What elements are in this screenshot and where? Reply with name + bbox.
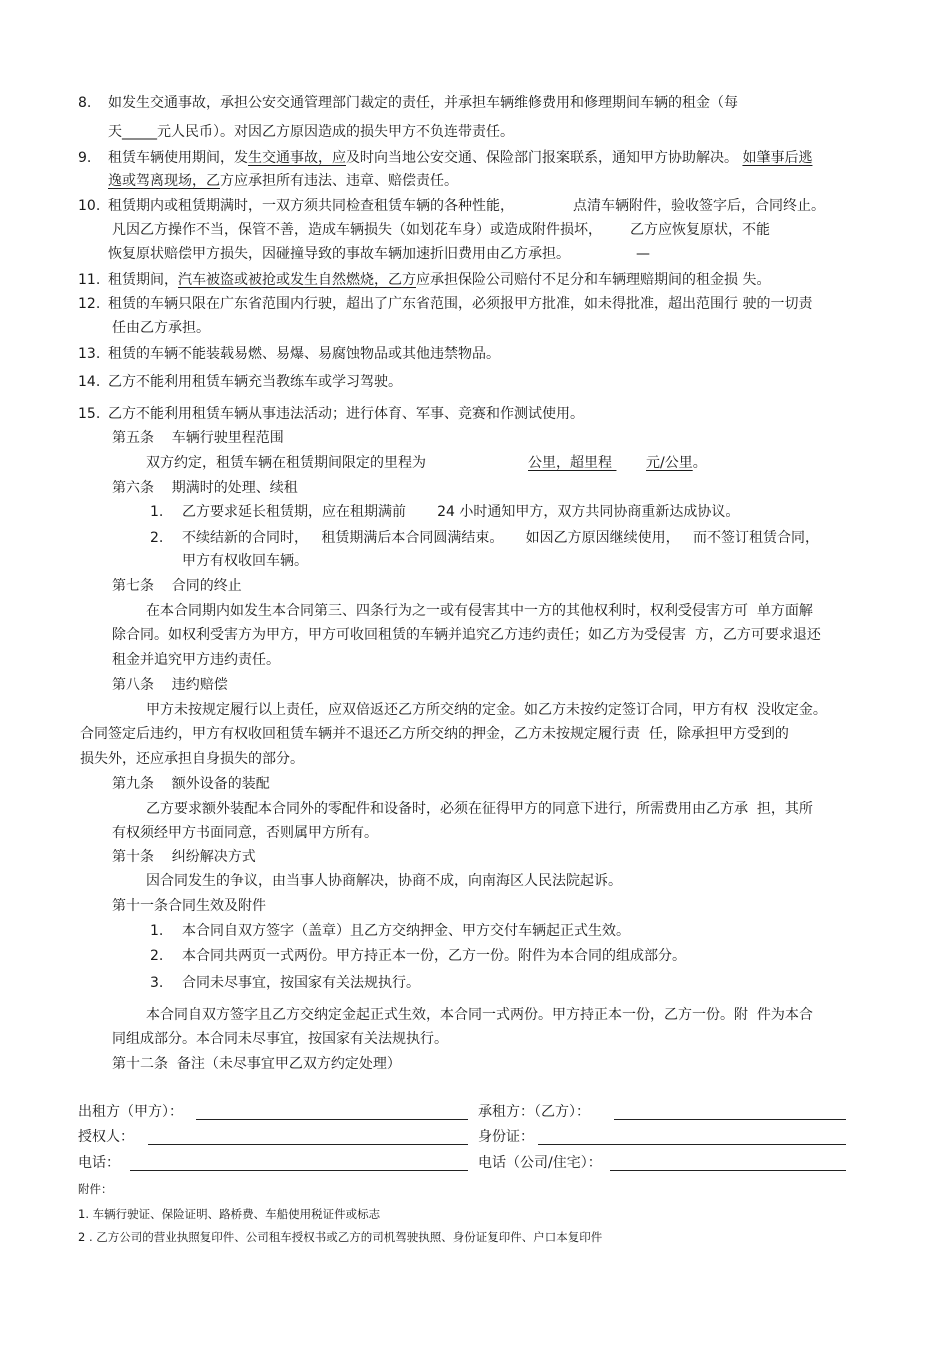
item-11-number: 11. <box>78 272 101 288</box>
attachment-1: 1. 车辆行驶证、保险证明、路桥费、车船使用税证件或标志 <box>78 1207 381 1221</box>
article-11-p3-number: 3. <box>150 975 164 991</box>
article-6-p1: 乙方要求延长租赁期，应在租期满前 24 小时通知甲方，双方共同协商重新达成协议。 <box>182 504 740 520</box>
item-10-line-2a: 凡因乙方操作不当，保管不善，造成车辆损失（如划花车身）或造成附件损坏， <box>112 222 602 238</box>
item-11-line <box>108 270 770 290</box>
article-5-text-b <box>528 453 707 473</box>
article-11-p1: 本合同自双方签字（盖章）且乙方交纳押金、甲方交付车辆起正式生效。 <box>182 923 630 939</box>
article-10-heading: 第十条 纠纷解决方式 <box>112 849 256 865</box>
article-6-p2-number: 2. <box>150 530 164 546</box>
attachment-2: 2 . 乙方公司的营业执照复印件、公司租车授权书或乙方的司机驾驶执照、身份证复印件、户口本复印件 <box>78 1230 603 1244</box>
item-12-line-1: 租赁的车辆只限在广东省范围内行驶，超出了广东省范围，必须报甲方批准，如未得批准，超出范围行 驶的一切责 <box>108 296 813 312</box>
phone-company-home-label: 电话（公司/住宅）： <box>478 1155 602 1171</box>
item-11-text-a: 租赁期间， <box>108 272 178 288</box>
article-8-heading: 第八条 违约赔偿 <box>112 677 228 693</box>
article-7-heading: 第七条 合同的终止 <box>112 578 242 594</box>
item-10-line-3a: 恢复原状赔偿甲方损失，因碰撞导致的事故车辆加速折旧费用由乙方承担。 <box>108 246 570 262</box>
article-9-line-1: 乙方要求额外装配本合同外的零配件和设备时，必须在征得甲方的同意下进行，所需费用由乙方承 担，其所 <box>146 801 813 817</box>
item-8-line-2: 天_____元人民币）。对因乙方原因造成的损失甲方不负连带责任。 <box>108 124 514 140</box>
id-card-label: 身份证： <box>478 1129 534 1145</box>
article-11-line-2: 同组成部分。本合同未尽事宜，按国家有关法规执行。 <box>112 1031 448 1047</box>
article-11-heading: 第十一条合同生效及附件 <box>112 898 266 914</box>
article-9-line-2: 有权须经甲方书面同意，否则属甲方所有。 <box>112 825 378 841</box>
article-5-km-label: 公里，超里程 <box>528 455 612 471</box>
article-11-line-1: 本合同自双方签字且乙方交纳定金起正式生效，本合同一式两份。甲方持正本一份，乙方一份。附 件为本合 <box>146 1007 813 1023</box>
agent-label: 授权人： <box>78 1129 134 1145</box>
lessee-label: 承租方：（乙方）： <box>478 1104 590 1120</box>
item-15-number: 15. <box>78 406 101 422</box>
id-card-line[interactable] <box>538 1144 846 1145</box>
article-12-heading: 第十二条 备注（未尽事宜甲乙双方约定处理） <box>112 1056 401 1072</box>
item-9-underlined-c: 逸或驾离现场，乙 <box>108 173 220 189</box>
article-6-p1-number: 1. <box>150 504 164 520</box>
article-6-p2a: 不续结新的合同时， 租赁期满后本合同圆满结束。 如因乙方原因继续使用， 而不签订租赁合同， <box>182 530 819 546</box>
article-9-heading: 第九条 额外设备的装配 <box>112 776 270 792</box>
item-11-text-b: 应承担保险公司赔付不足分和车辆理赔期间的租金损 失。 <box>416 272 771 288</box>
item-10-line-1a: 租赁期内或租赁期满时，一双方须共同检查租赁车辆的各种性能， <box>108 198 514 214</box>
lessor-signature-line[interactable] <box>196 1119 468 1120</box>
item-9-text-b: 及时向当地公安交通、保险部门报案联系，通知甲方协助解决。 <box>346 150 738 166</box>
article-7-line-3: 租金并追究甲方违约责任。 <box>112 652 280 668</box>
item-10-number: 10. <box>78 198 101 214</box>
article-7-line-2: 除合同。如权利受害方为甲方，甲方可收回租赁的车辆并追究乙方违约责任；如乙方为受侵害 方，乙方可要求退还 <box>112 627 821 643</box>
article-5-period: 。 <box>692 455 707 471</box>
item-8-line-1: 如发生交通事故，承担公安交通管理部门裁定的责任，并承担车辆维修费用和修理期间车辆的租金（每 <box>108 95 738 111</box>
article-11-p3: 合同未尽事宜，按国家有关法规执行。 <box>182 975 420 991</box>
article-8-line-2: 合同签定后违约，甲方有权收回租赁车辆并不退还乙方所交纳的押金，乙方未按规定履行责 任，除承担甲方受到的 <box>80 726 789 742</box>
item-10-line-3b: — <box>636 246 650 262</box>
item-12-line-2: 任由乙方承担。 <box>112 320 210 336</box>
item-10-line-1b: 点清车辆附件，验收签字后，合同终止。 <box>573 198 825 214</box>
item-9-underlined-b: 如肇事后逃 <box>742 150 813 166</box>
phone-label: 电话： <box>78 1155 120 1171</box>
article-5-text-a: 双方约定，租赁车辆在租赁期间限定的里程为 <box>146 455 426 471</box>
item-10-line-2b: 乙方应恢复原状，不能 <box>630 222 770 238</box>
item-13-line: 租赁的车辆不能装载易燃、易爆、易腐蚀物品或其他违禁物品。 <box>108 346 500 362</box>
article-11-p2: 本合同共两页一式两份。甲方持正本一份，乙方一份。附件为本合同的组成部分。 <box>182 948 686 964</box>
article-8-line-3: 损失外，还应承担自身损失的部分。 <box>80 751 304 767</box>
article-7-line-1: 在本合同期内如发生本合同第三、四条行为之一或有侵害其中一方的其他权利时，权利受侵害方可 单方面解 <box>146 603 813 619</box>
item-9-text-a: 租赁车辆使用期间，发 <box>108 150 248 166</box>
article-8-line-1: 甲方未按规定履行以上责任，应双倍返还乙方所交纳的定金。如乙方未按约定签订合同，甲方有权 没收定金。 <box>146 702 827 718</box>
article-6-p2b: 甲方有权收回车辆。 <box>182 553 308 569</box>
article-5-rate-label: 元/公里 <box>646 455 693 471</box>
phone-line[interactable] <box>130 1170 468 1171</box>
item-15-line: 乙方不能利用租赁车辆从事违法活动；进行体育、军事、竞赛和作测试使用。 <box>108 406 584 422</box>
article-5-blank <box>612 453 646 473</box>
article-5-heading: 第五条 车辆行驶里程范围 <box>112 430 284 446</box>
attachments-heading: 附件： <box>78 1182 113 1196</box>
phone-company-home-line[interactable] <box>610 1170 846 1171</box>
agent-signature-line[interactable] <box>148 1144 468 1145</box>
article-6-heading: 第六条 期满时的处理、续租 <box>112 480 298 496</box>
item-13-number: 13. <box>78 346 101 362</box>
lessor-label: 出租方（甲方）： <box>78 1104 183 1120</box>
article-11-p1-number: 1. <box>150 923 164 939</box>
article-11-p2-number: 2. <box>150 948 164 964</box>
item-8-number: 8. <box>78 95 92 111</box>
lessee-signature-line[interactable] <box>614 1119 846 1120</box>
item-9-underlined-a: 生交通事故，应 <box>248 150 346 166</box>
item-14-line: 乙方不能利用租赁车辆充当教练车或学习驾驶。 <box>108 374 402 390</box>
article-10-line-1: 因合同发生的争议，由当事人协商解决，协商不成，向南海区人民法院起诉。 <box>146 873 622 889</box>
item-14-number: 14. <box>78 374 101 390</box>
item-11-underlined: 汽车被盗或被抢或发生自然燃烧，乙方 <box>178 272 416 288</box>
item-9-text-c: 方应承担所有违法、违章、赔偿责任。 <box>220 173 458 189</box>
item-9-line-1 <box>108 148 812 168</box>
item-9-line-2 <box>108 171 458 191</box>
item-9-number: 9. <box>78 150 92 166</box>
item-12-number: 12. <box>78 296 101 312</box>
